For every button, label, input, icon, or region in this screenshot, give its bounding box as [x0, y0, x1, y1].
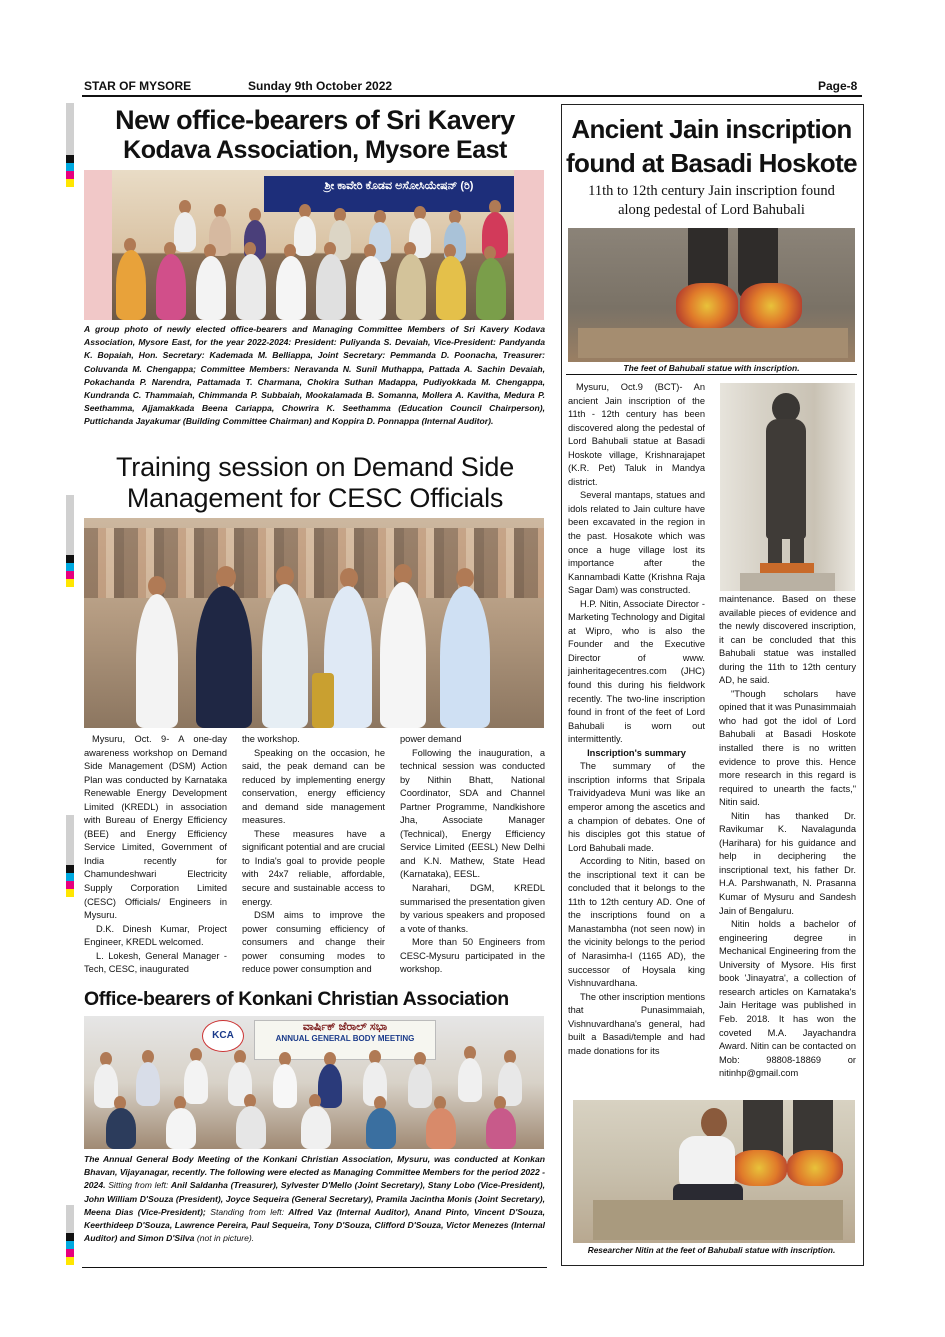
jain-right-p2: "Though scholars have opined that it was Punasimmaiah who had got the idol of Lord Bahubali at Basadi Hoskote installed there is no written evidence to prove this. Hence more research in this regard is required to unearth the facts," Nitin said. [719, 688, 856, 808]
jain-left-p6: The other inscription mentions that Punasimmaiah, Vishnuvardhana's general, had built a Basadi/temple and had made donations for its [568, 991, 705, 1056]
cesc-col2-p1: the workshop. [242, 734, 300, 744]
cesc-col2-p3: These measures have a significant potential and are crucial to India's goal to provide people with 24x7 reliable, affordable, secure and sustainable access to energy. [242, 828, 385, 907]
color-bar-bottom [66, 1205, 74, 1265]
cesc-workshop-photo [84, 518, 544, 728]
konkani-caption-sitting-lead: Sitting from left: [108, 1180, 169, 1191]
jain-title-line2: found at Basadi Hoskote [565, 148, 857, 178]
konkani-banner-english: ANNUAL GENERAL BODY MEETING [275, 1034, 415, 1043]
publication-name: STAR OF MYSORE [84, 79, 192, 93]
jain-subtitle-line2: along pedestal of Lord Bahubali [618, 202, 805, 218]
konkani-caption-standing: Alfred Vaz (Internal Auditor), Anand Pinto, Vincent D'Souza, Keerthideep D'Souza, Lawrence Pereira, Paul Sequeira, Tony D'Souza, Clifford D'Souza, Victor Menezes (Internal Auditor) and Simon D'Silva [84, 1206, 545, 1244]
konkani-headline: Office-bearers of Konkani Christian Association [84, 988, 509, 1010]
jain-headline [562, 112, 861, 180]
jain-subheadline [562, 182, 861, 220]
jain-left-p2: Several mantaps, statues and idols related to Jain culture have been excavated in the region in the past. Hosakote which was once a huge village lost its importance after the Kannambadi Katte (Krishna Raja Sagar Dam) was constructed. [568, 490, 705, 596]
researcher-nitin-caption: Researcher Nitin at the feet of Bahubali statue with inscription. [587, 1245, 836, 1255]
researcher-nitin-photo [573, 1100, 855, 1243]
jain-right-p3: Nitin has thanked Dr. Ravikumar K. Navalagunda (Harihara) for his guidance and help in deciphering the inscriptional text, his father Dr. H.A. Parshwanath, N. Prasanna Kumar of Mysuru and Sandesh Jain of Bengaluru. [719, 810, 856, 916]
cesc-col2-p4: DSM aims to improve the power consuming efficiency of consumers and change their power consuming modes to reduce power consumption and [242, 910, 385, 975]
bahubali-statue-photo [720, 383, 855, 591]
konkani-caption-end: (not in picture). [196, 1233, 255, 1244]
kodava-headline [80, 105, 550, 165]
jain-subhead: Inscription's summary [587, 747, 686, 758]
jain-column-right [719, 593, 856, 1081]
header-rule [82, 95, 862, 97]
cesc-col3-p3: Narahari, DGM, KREDL summarised the presentation given by various speakers and proposed a vote of thanks. [400, 883, 545, 934]
color-bar-lower [66, 815, 74, 897]
jain-caption-rule [566, 374, 857, 375]
jain-left-p3: H.P. Nitin, Associate Director - Marketing Technology and Digital at Wipro, who is also the Founder and the Executive Director of www. jainheritagecentres.com (JHC) found this during his fieldwork recently. The two-line inscription found in front of the feet of Lord Bahubali is worn out intermittently. [568, 598, 705, 745]
kodava-banner-text: ಶ್ರೀ ಕಾವೇರಿ ಕೊಡವ ಅಸೋಸಿಯೇಷನ್ (ರಿ) [324, 180, 474, 192]
kca-logo: KCA [202, 1020, 244, 1052]
konkani-caption [84, 1153, 545, 1245]
jain-left-p4: The summary of the inscription informs that Sripala Traividyadeva Muni was like an emperor among the ascetics and a champion of debates. One of his disciples got this statue of Lord Bahubali made. [568, 761, 705, 853]
cesc-title-line2: Management for CESC Officials [126, 483, 504, 513]
konkani-caption-intro: The Annual General Body Meeting of the Konkani Christian Association, Mysuru, was conducted at Konkan Bhavan, Vijayanagar, recently. The following were elected as Managing Committee Members for the period 2022 - 2024. [84, 1154, 545, 1191]
jain-right-p1: maintenance. Based on these available pieces of evidence and the newly discovered inscription, it can be concluded that this Bahubali statue was installed during the 11th to 12th century AD, he said. [719, 594, 856, 686]
cesc-col1-p2: D.K. Dinesh Kumar, Project Engineer, KREDL welcomed. [84, 923, 227, 948]
page-number: Page-8 [818, 79, 858, 93]
issue-date: Sunday 9th October 2022 [248, 79, 393, 93]
cesc-column-3 [400, 733, 545, 977]
cesc-col1-p3: L. Lokesh, General Manager -Tech, CESC, inaugurated [84, 950, 227, 975]
cesc-headline [80, 452, 550, 514]
cesc-col3-p2: Following the inauguration, a technical session was conducted by Nithin Bhatt, National Coordinator, SDA and Channel Partner Programme, Nandkishore Jha, Associate Manager (Technical), Energy Efficiency Service Limited (EESL) New Delhi and K.N. Mathew, State Head (Karnataka), EESL. [400, 747, 545, 880]
jain-subtitle-line1: 11th to 12th century Jain inscription found [588, 183, 835, 199]
bahubali-feet-caption: The feet of Bahubali statue with inscription. [623, 363, 800, 373]
color-bar-mid [66, 495, 74, 587]
cesc-column-2 [242, 733, 385, 977]
cesc-column-1 [84, 733, 227, 977]
color-bar-top [66, 103, 74, 187]
cesc-col1-p1: Mysuru, Oct. 9- A one-day awareness workshop on Demand Side Management (DSM) Action Plan was conducted by Karnataka Renewable Energy Development Limited (KREDL) in association with Bureau of Energy Efficiency (BEE) and Energy Efficiency Service Limited, Government of India recently for Chamundeshwari Electricity Supply Corporation Limited (CESC) Officials/ Engineers in Mysuru. [84, 734, 227, 921]
cesc-col3-p1: power demand [400, 734, 462, 744]
cesc-col2-p2: Speaking on the occasion, he said, the peak demand can be reduced by implementing energy conservation, energy efficiency and demand side management measures. [242, 747, 385, 826]
konkani-caption-sitting: Anil Saldanha (Treasurer), Sylvester D'Mello (Joint Secretary), Stany Lobo (Vice-President), John William D'Souza (President), Joyce Sequeira (General Secretary), Pramila Jacintha Monis (Joint Secretary), Meena Dias (Vice-President); [84, 1180, 546, 1217]
konkani-caption-standing-lead: Standing from left: [210, 1206, 285, 1217]
jain-right-p4: Nitin holds a bachelor of engineering degree in Mechanical Engineering from the University of Mysore. His first book 'Jinayatra', a collection of research articles on Karnataka's Jain Heritage was published in Feb. 2018. It has won the coveted M.A. Jayachandra Award. Nitin can be contacted on Mob: 98808-18869 or nitinhp@gmail.com [719, 919, 856, 1079]
footer-rule [82, 1267, 547, 1268]
konkani-group-photo [84, 1016, 544, 1149]
jain-left-p1: Mysuru, Oct.9 (BCT)- An ancient Jain inscription of the 11th - 12th century has been discovered along the pedestal of Lord Bahubali statue at Basadi Hoskote village, Krishnarajapet (K.R. Pet) Taluk in Mandya district. [568, 382, 705, 487]
cesc-col3-p4: More than 50 Engineers from CESC-Mysuru participated in the workshop. [400, 937, 545, 975]
bahubali-feet-photo [568, 228, 855, 362]
jain-column-left [568, 381, 705, 1058]
kodava-title-line1: New office-bearers of Sri Kavery [115, 105, 515, 135]
kodava-group-photo [84, 170, 544, 320]
kodava-caption: A group photo of newly elected office-bearers and Managing Committee Members of Sri Kavery Kodava Association, Mysore East, for the year 2022-2024: President: Puliyanda S. Devaiah, Vice-President: Pandyanda K. Bopaiah, Hon. Secretary: Kademada M. Belliappa, Joint Secretary: Pemmanda D. Poonacha, Treasurer: Coluvanda M. Chengappa; Committee Members: Neravanda N. Sunil Muthappa, Pattada A. Sachin Devaiah, Pokachanda P. Narendra, Pattamada T. Charmana, Chokira Suthan Madappa, Pudiyokkada M. Chengappa, Kundranda C. Thammaiah, Chimmanda P. Subbaiah, Mookalamada B. Somanna, Mollera A. Kavitha, Medura P. Seethamma, Ajjamakkada Beena Cariappa, Chowrira K. Seethamma (Education Council Chairperson), Puttichanda Jayakumar (Building Committee Chairman) and Koppira D. Ponnappa (Internal Auditor). [84, 324, 545, 427]
kodava-title-line2: Kodava Association, Mysore East [123, 136, 507, 164]
jain-title-line1: Ancient Jain inscription [571, 114, 852, 144]
cesc-title-line1: Training session on Demand Side [115, 452, 515, 482]
jain-left-p5: According to Nitin, based on the inscriptional text it can be concluded that it belongs to the 11th to 12th century AD. One of the inscriptions found on a Manastambha (not seen now) in the vicinity belongs to the period of Narasimha-I (1165 AD), the successor of Hoysala king Vishnuvardhana. [568, 856, 705, 989]
konkani-banner-kannada: ವಾರ್ಷಿಕ್ ಜೆರಾಲ್ ಸಭಾ [302, 1021, 388, 1033]
